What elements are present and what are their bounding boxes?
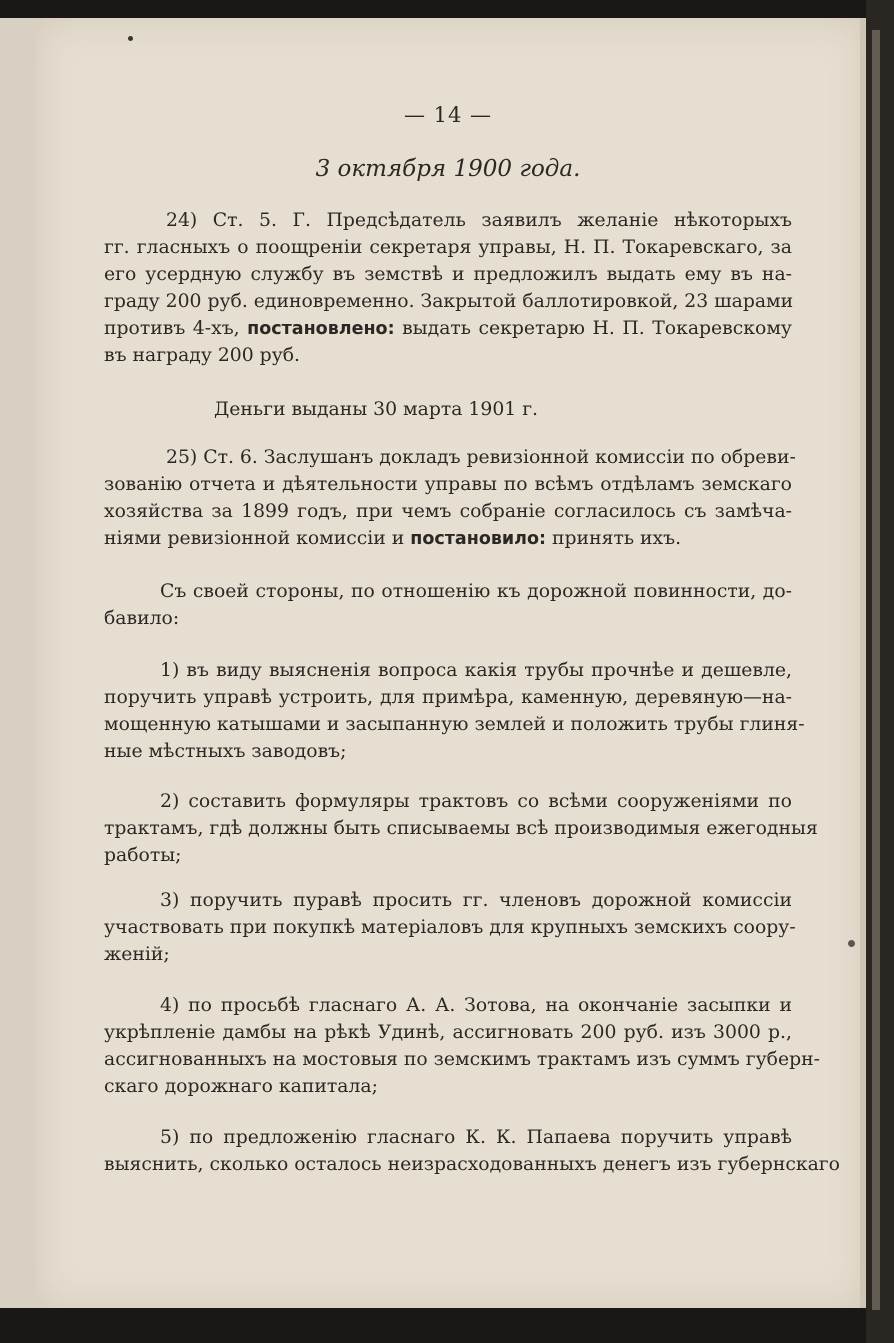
ink-speck xyxy=(848,940,855,947)
point4-line-1: 4) по просьбѣ гласнаго А. А. Зотова, на окончаніе засыпки и xyxy=(160,995,792,1016)
point5-line-1: 5) по предложенію гласнаго К. К. Папаева поручить управѣ xyxy=(160,1127,792,1148)
binding-highlight xyxy=(872,30,880,1310)
point2-line-3: работы; xyxy=(104,845,182,866)
point1-line-3: мощенную катышами и засыпанную землей и положить трубы глиня- xyxy=(104,714,805,735)
point4-line-2: укрѣпленіе дамбы на рѣкѣ Удинѣ, ассигновать 200 руб. изъ 3000 р., xyxy=(104,1022,792,1043)
point1-line-4: ные мѣстныхъ заводовъ; xyxy=(104,741,347,762)
point3-line-1: 3) поручить пуравѣ просить гг. членовъ дорожной комиссіи xyxy=(160,890,792,911)
item25-line-2: зованію отчета и дѣятельности управы по всѣмъ отдѣламъ земскаго xyxy=(104,474,792,495)
item25-line4-pre: ніями ревизіонной комиссіи и xyxy=(104,528,405,549)
point1-line-2: поручить управѣ устроить, для примѣра, каменную, деревяную—на- xyxy=(104,687,792,708)
item25-line4-post: принять ихъ. xyxy=(552,528,682,549)
point2-line-2: трактамъ, гдѣ должны быть списываемы всѣ производимыя ежегодныя xyxy=(104,818,818,839)
item25-line-3: хозяйства за 1899 годъ, при чемъ собраніе согласилось съ замѣча- xyxy=(104,501,792,522)
item24-line-3: его усердную службу въ земствѣ и предложилъ выдать ему въ на- xyxy=(104,264,792,285)
item24-line5-post: выдать секретарю Н. П. Токаревскому xyxy=(402,318,792,339)
point1-line-1: 1) въ виду выясненія вопроса какія трубы прочнѣе и дешевле, xyxy=(160,660,792,681)
date-heading: 3 октября 1900 года. xyxy=(315,156,581,182)
point5-line-2: выяснить, сколько осталось неизрасходованныхъ денегъ изъ губернскаго xyxy=(104,1154,840,1175)
previous-page-edge xyxy=(0,18,40,1308)
item24-line-5 xyxy=(104,315,792,343)
item24-line-4: граду 200 руб. единовременно. Закрытой баллотировкой, 23 шарами xyxy=(104,291,794,312)
item25-resolution: постановило: xyxy=(410,529,547,549)
addition-line-2: бавило: xyxy=(104,608,180,629)
point3-line-3: женій; xyxy=(104,944,170,965)
money-note: Деньги выданы 30 марта 1901 г. xyxy=(214,399,539,420)
point4-line-3: ассигнованныхъ на мостовыя по земскимъ трактамъ изъ суммъ губерн- xyxy=(104,1049,820,1070)
item24-line-1: 24) Ст. 5. Г. Предсѣдатель заявилъ желаніе нѣкоторыхъ xyxy=(166,210,792,231)
item24-line-2: гг. гласныхъ о поощреніи секретаря управы, Н. П. Токаревскаго, за xyxy=(104,237,792,258)
point4-line-4: скаго дорожнаго капитала; xyxy=(104,1076,378,1097)
point2-line-1: 2) составить формуляры трактовъ со всѣми сооруженіями по xyxy=(160,791,792,812)
item24-line5-pre: противъ 4-хъ, xyxy=(104,318,240,339)
item24-resolution: постановлено: xyxy=(247,319,395,339)
item25-line-1: 25) Ст. 6. Заслушанъ докладъ ревизіонной комиссіи по обреви- xyxy=(166,447,796,468)
addition-line-1: Съ своей стороны, по отношенію къ дорожной повинности, до- xyxy=(160,581,792,602)
binding-strip xyxy=(866,0,894,1343)
page-number: — 14 — xyxy=(403,103,493,127)
ink-dot xyxy=(128,36,133,41)
point3-line-2: участвовать при покупкѣ матеріаловъ для крупныхъ земскихъ соору- xyxy=(104,917,796,938)
item24-line-6: въ награду 200 руб. xyxy=(104,345,301,366)
item25-line-4 xyxy=(104,525,792,553)
